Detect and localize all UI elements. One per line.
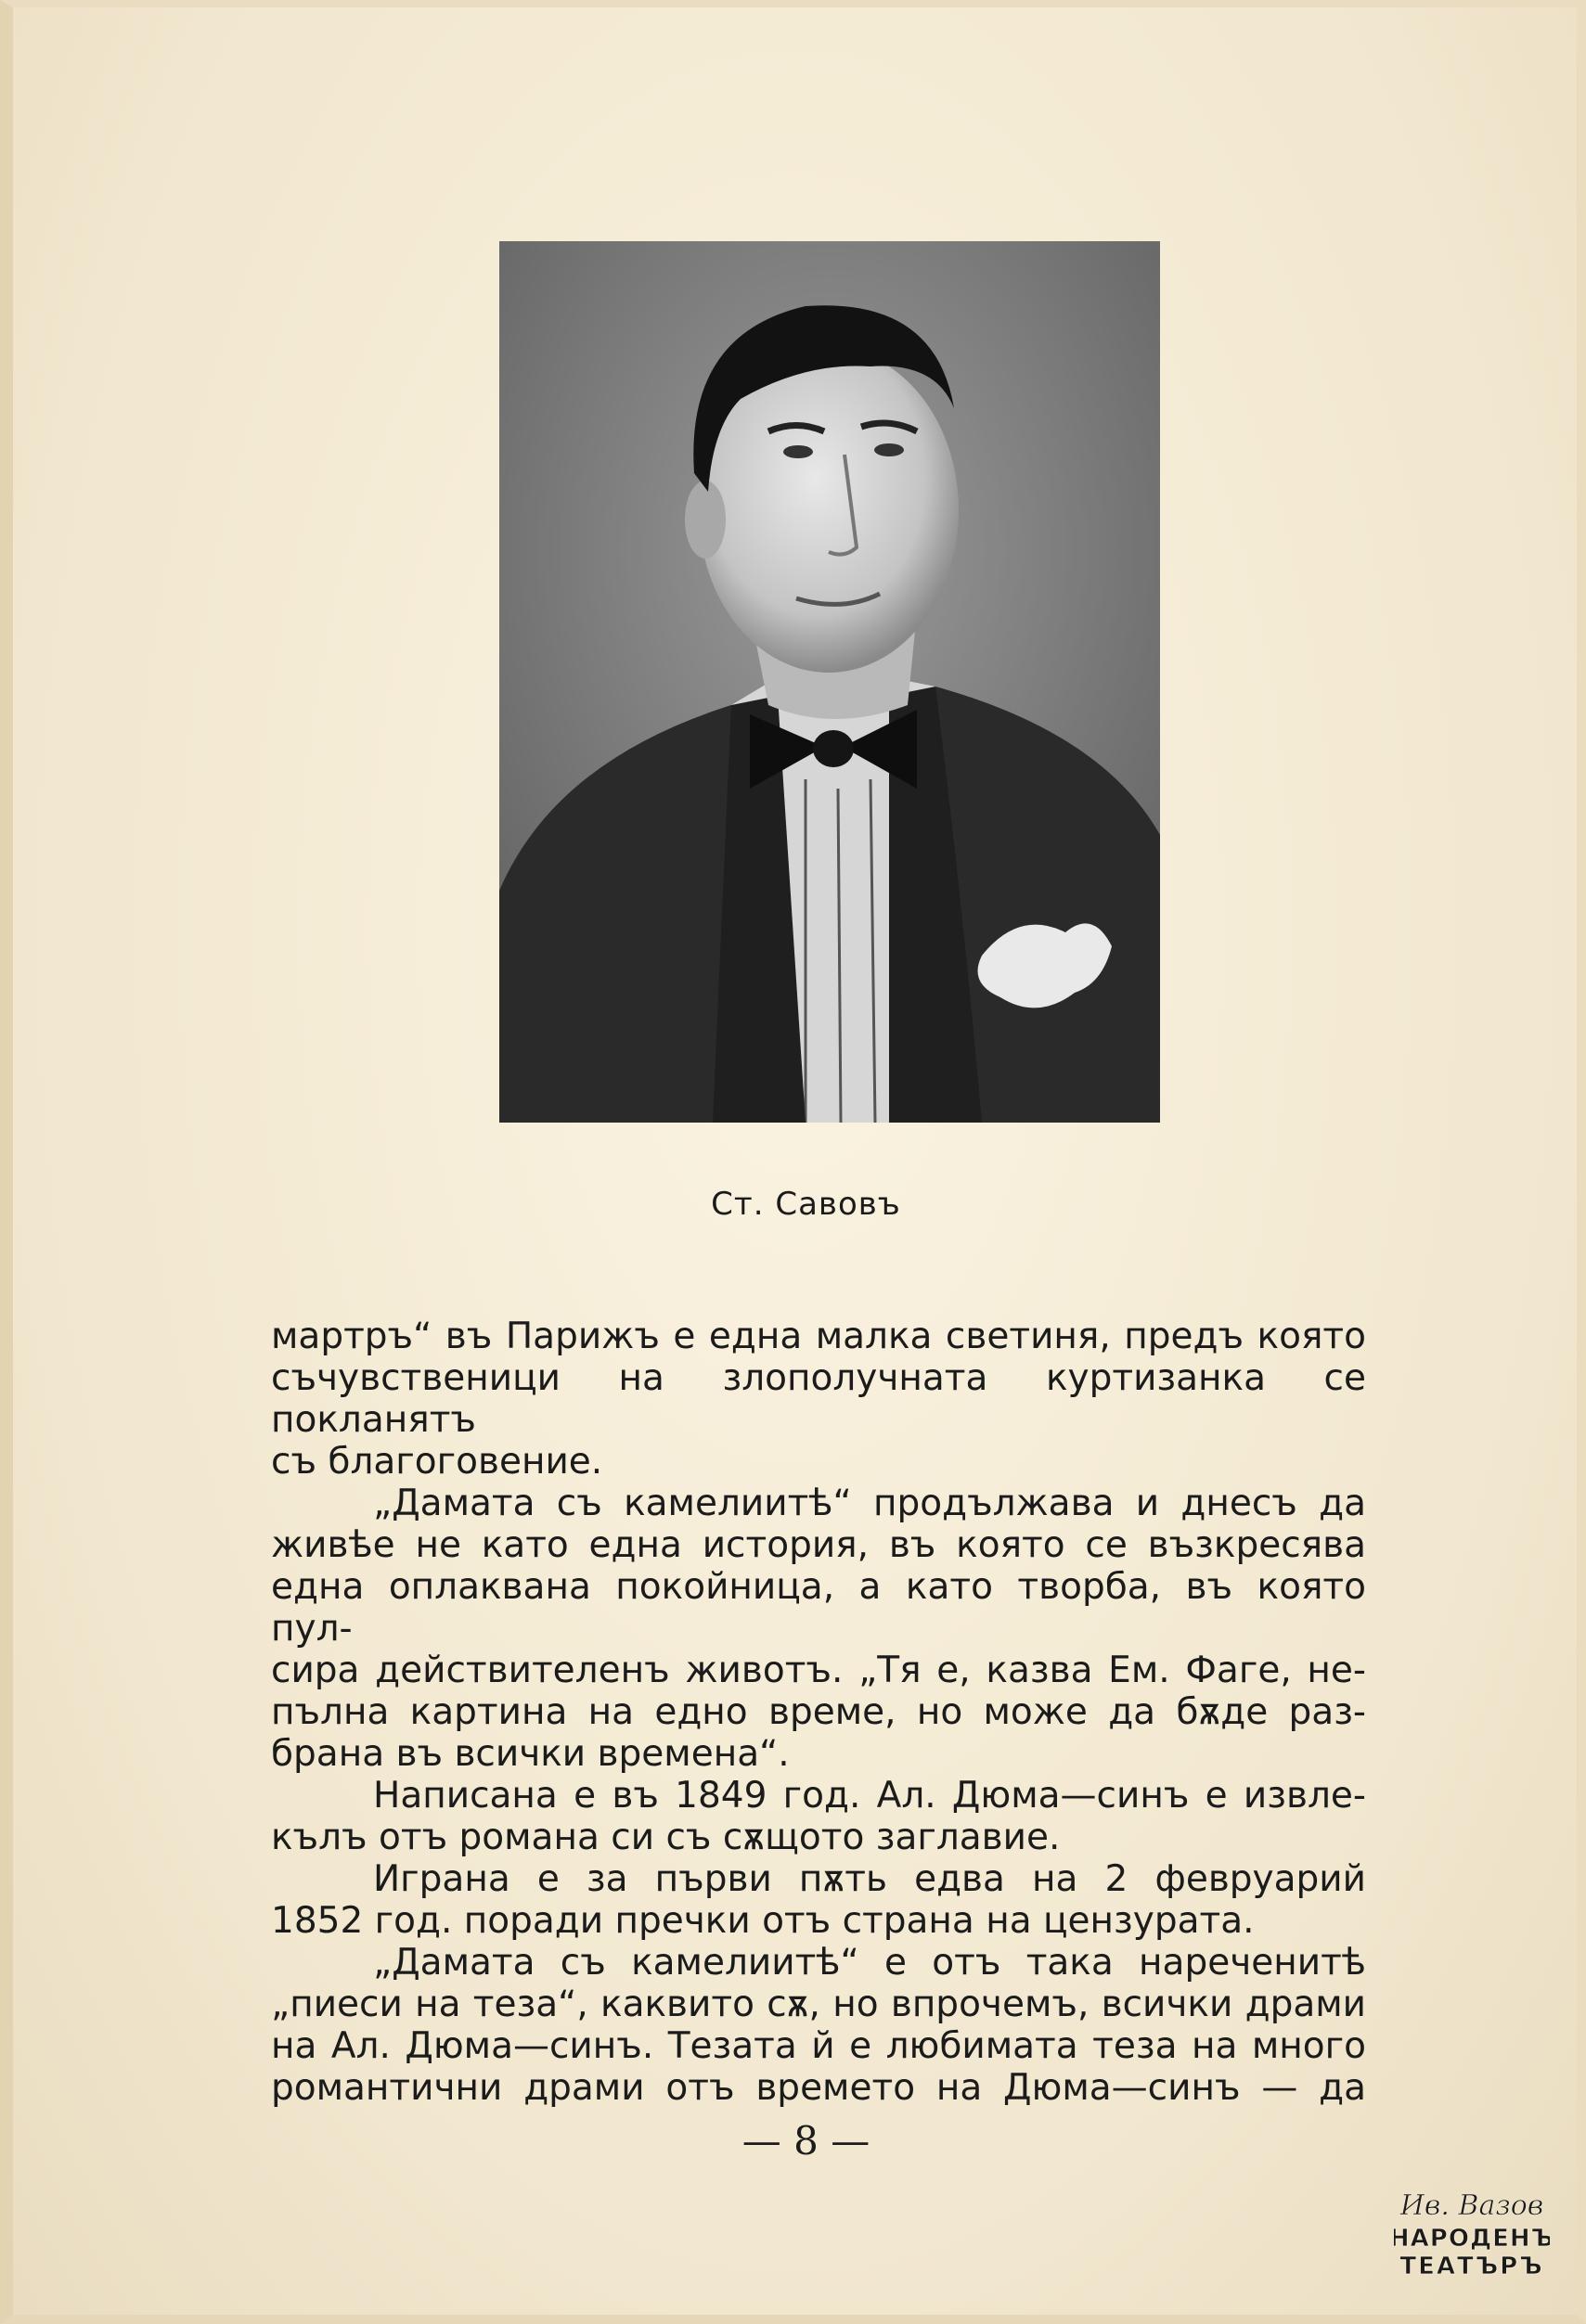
text-line: сира действителенъ животъ. „Тя е, казва Ем. Фаге, не- (271, 1650, 1366, 1691)
text-line: Играна е за първи пѫть едва на 2 февруарий (373, 1858, 1366, 1900)
text-line: 1852 год. поради пречки отъ страна на цензурата. (271, 1900, 1255, 1942)
text-line: романтични драми отъ времето на Дюма—синъ — да (271, 2067, 1366, 2109)
text-line: „пиеси на теза“, каквито сѫ, но впрочемъ, всички драми (271, 1984, 1366, 2025)
text-line: брана въ всички времена“. (271, 1733, 790, 1775)
text-line: Написана е въ 1849 год. Ал. Дюма—синъ е извле- (373, 1775, 1366, 1817)
svg-text:НАРОДЕНЪ: НАРОДЕНЪ (1394, 2225, 1550, 2253)
library-stamp (1394, 2183, 1550, 2285)
text-line: мартръ“ въ Парижъ е една малка светиня, предъ която (271, 1316, 1366, 1357)
text-line: съ благоговение. (271, 1441, 603, 1483)
svg-text:Ив. Вазов: Ив. Вазов (1399, 2189, 1544, 2222)
text-line: „Дамата съ камелиитѣ“ продължава и днесъ да (373, 1483, 1366, 1524)
photo-caption: Ст. Савовъ (711, 1186, 901, 1223)
stamp-logo-icon (1394, 2183, 1550, 2285)
text-line: пълна картина на едно време, но може да бѫде раз- (271, 1691, 1366, 1733)
page-number: — 8 — (741, 2118, 870, 2164)
text-line: кълъ отъ романа си съ сѫщото заглавие. (271, 1817, 1061, 1858)
text-line: една оплаквана покойница, а като творба, въ която пул- (271, 1566, 1366, 1650)
svg-text:ТЕАТЪРЪ: ТЕАТЪРЪ (1399, 2253, 1544, 2280)
body-text (271, 1316, 1366, 2109)
text-line: живѣе не като една история, въ която се възкресява (271, 1524, 1366, 1566)
portrait-illustration (499, 241, 1160, 1123)
portrait-photo (499, 241, 1160, 1123)
text-line: „Дамата съ камелиитѣ“ е отъ така нареченитѣ (373, 1942, 1366, 1984)
text-line: съчувственици на злополучната куртизанка се покланятъ (271, 1357, 1366, 1441)
text-line: на Ал. Дюма—синъ. Тезата й е любимата теза на много (271, 2025, 1366, 2067)
